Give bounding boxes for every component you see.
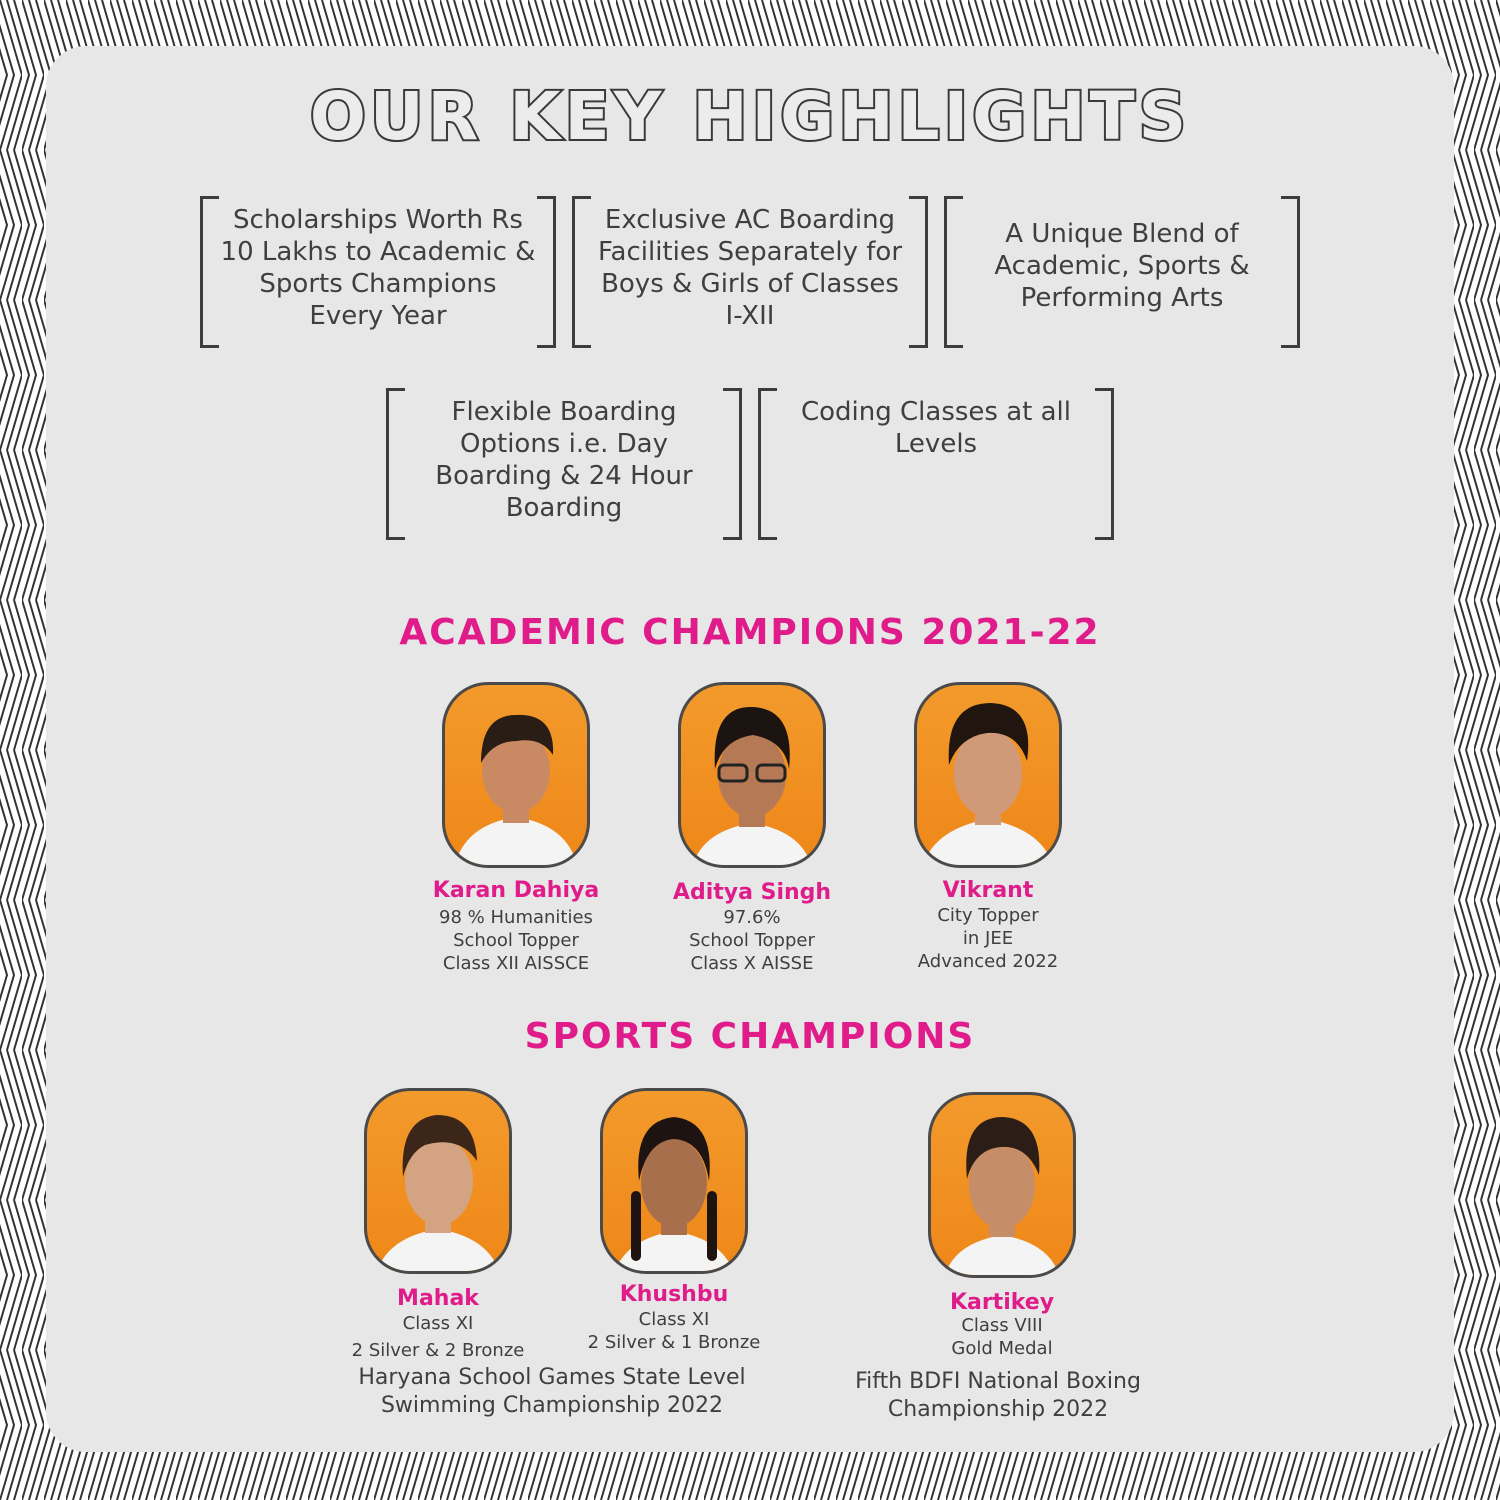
academic-heading: ACADEMIC CHAMPIONS 2021-22	[399, 612, 1101, 653]
highlight-text: Coding Classes at all Levels	[800, 397, 1072, 459]
portrait-icon	[445, 685, 587, 865]
student-photo-aditya	[678, 682, 826, 868]
portrait-icon	[603, 1091, 745, 1271]
highlight-text: Flexible Boarding Options i.e. Day Boarding & 24 Hour Boarding	[435, 397, 693, 523]
detail-line: Class XII AISSCE	[442, 953, 590, 974]
highlight-text: A Unique Blend of Academic, Sports & Performing Arts	[994, 219, 1250, 313]
page-title: OUR KEY HIGHLIGHTS	[309, 78, 1191, 155]
student-photo-vikrant	[914, 682, 1062, 868]
detail-line: 98 % Humanities	[439, 907, 593, 928]
highlight-box-blend	[944, 196, 1300, 348]
student-name: Aditya Singh	[672, 880, 832, 905]
student-photo-mahak	[364, 1088, 512, 1274]
highlight-box-scholarships	[200, 196, 556, 348]
detail-line: City Topper	[937, 905, 1039, 926]
highlight-text: Scholarships Worth Rs 10 Lakhs to Academic & Sports Champions Every Year	[220, 205, 536, 331]
student-name: Khushbu	[619, 1282, 729, 1307]
student-details	[318, 1312, 558, 1362]
detail-line: Gold Medal	[951, 1338, 1053, 1359]
student-details	[396, 906, 636, 975]
student-name: Kartikey	[949, 1290, 1055, 1315]
portrait-icon	[917, 685, 1059, 865]
detail-line: Advanced 2022	[917, 951, 1059, 972]
student-photo-karan	[442, 682, 590, 868]
event-swimming: Haryana School Games State Level Swimming Championship 2022	[358, 1365, 746, 1418]
highlight-box-flexible	[386, 388, 742, 540]
portrait-icon	[681, 685, 823, 865]
portrait-icon	[367, 1091, 509, 1271]
portrait-icon	[931, 1095, 1073, 1275]
detail-line: 97.6%	[723, 907, 781, 928]
event-boxing: Fifth BDFI National Boxing Championship 2022	[855, 1369, 1141, 1422]
highlight-box-coding	[758, 388, 1114, 540]
detail-line: 2 Silver & 2 Bronze	[351, 1340, 525, 1361]
detail-line: Class X AISSE	[690, 953, 814, 974]
student-details	[632, 906, 872, 975]
detail-line: Class XI	[638, 1309, 710, 1330]
student-details	[868, 904, 1108, 973]
detail-line: Class VIII	[961, 1315, 1043, 1336]
detail-line: School Topper	[453, 930, 579, 951]
detail-line: School Topper	[689, 930, 815, 951]
student-photo-kartikey	[928, 1092, 1076, 1278]
detail-line: Class XI	[402, 1313, 474, 1334]
student-details	[554, 1308, 794, 1354]
student-name: Vikrant	[942, 878, 1034, 903]
highlight-text: Exclusive AC Boarding Facilities Separately for Boys & Girls of Classes I-XII	[597, 205, 903, 331]
student-name: Karan Dahiya	[432, 878, 600, 903]
detail-line: in JEE	[962, 928, 1014, 949]
student-photo-khushbu	[600, 1088, 748, 1274]
detail-line: 2 Silver & 1 Bronze	[587, 1332, 761, 1353]
sports-heading: SPORTS CHAMPIONS	[524, 1016, 976, 1057]
highlight-box-boarding	[572, 196, 928, 348]
student-name: Mahak	[397, 1286, 479, 1311]
student-details	[882, 1314, 1122, 1360]
